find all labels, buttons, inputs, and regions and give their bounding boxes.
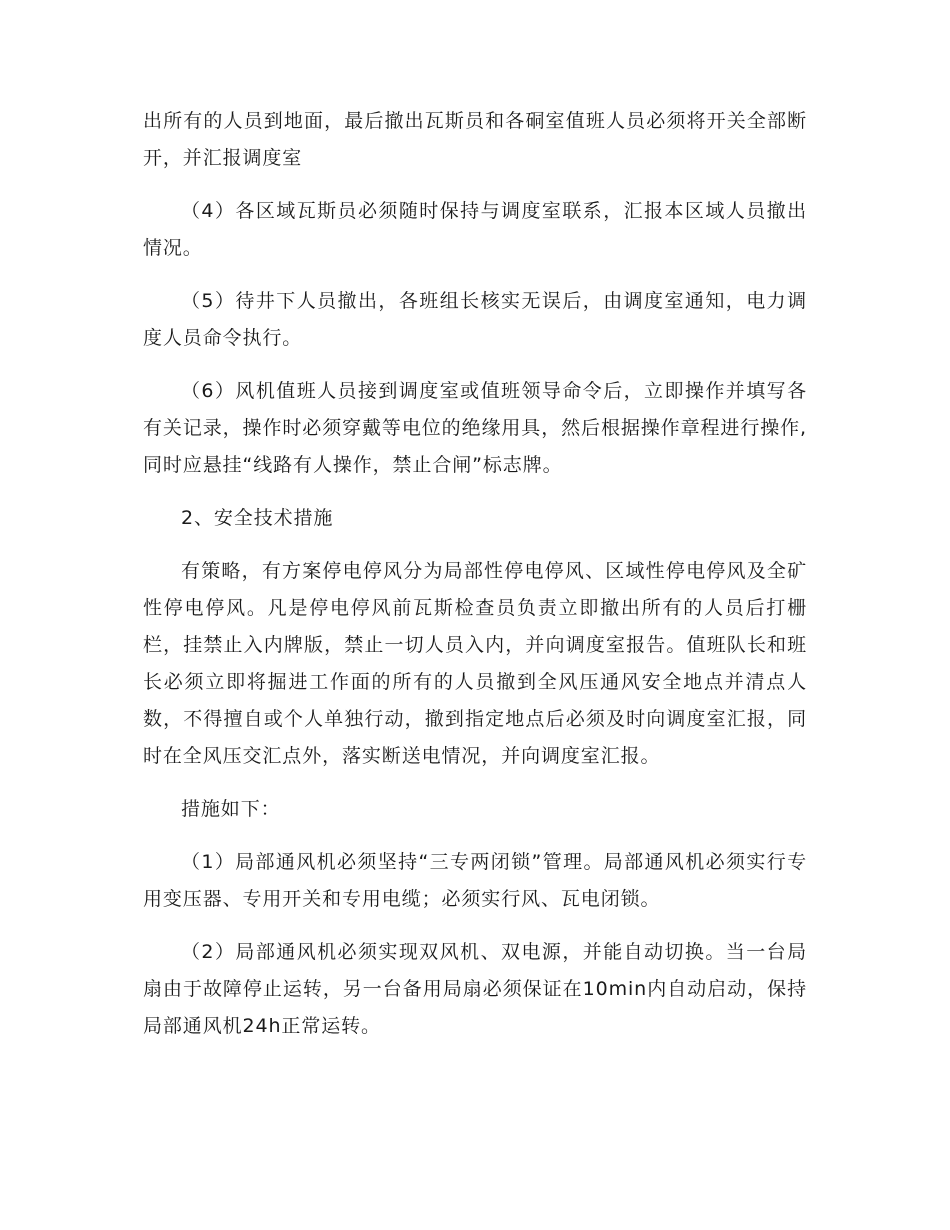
measure-item-1: （1）局部通风机必须坚持“三专两闭锁”管理。局部通风机必须实行专用变压器、专用开关和专用电缆；必须实行风、瓦电闭锁。 <box>143 851 807 910</box>
paragraph-item-4: （4）各区域瓦斯员必须随时保持与调度室联系，汇报本区域人员撤出情况。 <box>143 200 807 259</box>
document-body <box>143 103 807 1061</box>
measure-item-2: （2）局部通风机必须实现双风机、双电源，并能自动切换。当一台局扇由于故障停止运转，另一台备用局扇必须保证在10min内自动启动，保持局部通风机24h正常运转。 <box>143 941 807 1037</box>
paragraph-strategy: 有策略，有方案停电停风分为局部性停电停风、区域性停电停风及全矿性停电停风。凡是停电停风前瓦斯检查员负责立即撤出所有的人员后打栅栏，挂禁止入内牌版，禁止一切人员入内，并向调度室报告。值班队长和班长必须立即将掘进工作面的所有的人员撤到全风压通风安全地点并清点人数，不得擅自或个人单独行动，撤到指定地点后必须及时向调度室汇报，同时在全风压交汇点外，落实断送电情况，并向调度室汇报。 <box>143 560 807 767</box>
paragraph-continuation: 出所有的人员到地面，最后撤出瓦斯员和各硐室值班人员必须将开关全部断开，并汇报调度室 <box>143 110 807 169</box>
paragraph-item-5: （5）待井下人员撤出，各班组长核实无误后，由调度室通知，电力调度人员命令执行。 <box>143 290 807 349</box>
paragraph-item-6: （6）风机值班人员接到调度室或值班领导命令后，立即操作并填写各有关记录，操作时必须穿戴等电位的绝缘用具，然后根据操作章程进行操作,同时应悬挂“线路有人操作，禁止合闸”标志牌。 <box>143 380 807 476</box>
section-heading: 2、安全技术措施 <box>181 507 334 529</box>
measures-heading: 措施如下： <box>181 798 281 820</box>
